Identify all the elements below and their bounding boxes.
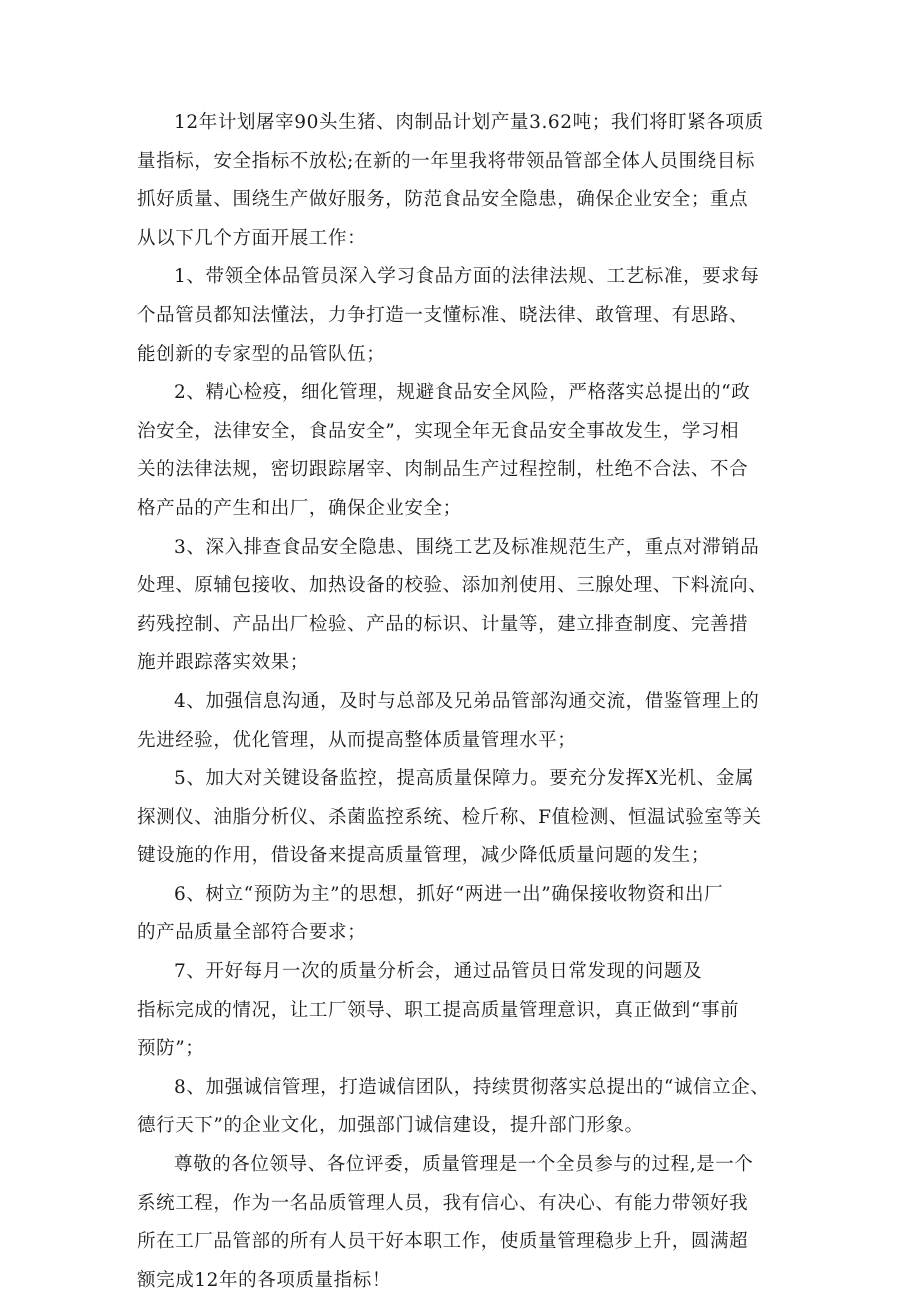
text-line: 系统工程，作为一名品质管理人员，我有信心、有决心、有能力带领好我 bbox=[137, 1192, 749, 1214]
text-line: 处理、原辅包接收、加热设备的校验、添加剂使用、三腺处理、下料流向、 bbox=[137, 575, 768, 597]
paragraph bbox=[137, 760, 791, 876]
paragraph bbox=[137, 374, 791, 528]
text-line: 抓好质量、围绕生产做好服务，防范食品安全隐患，确保企业安全；重点 bbox=[137, 189, 749, 211]
text-line: 尊敬的各位领导、各位评委，质量管理是一个全员参与的过程,是一个 bbox=[174, 1154, 754, 1176]
text-line: 个品管员都知法懂法，力争打造一支懂标准、晓法律、敢管理、有思路、 bbox=[137, 304, 749, 326]
text-line: 药残控制、产品出厂检验、产品的标识、计量等，建立排查制度、完善措 bbox=[137, 613, 749, 635]
text-line: 键设施的作用，借设备来提高质量管理，减少降低质量问题的发生； bbox=[137, 845, 711, 867]
text-line: 4、加强信息沟通，及时与总部及兄弟品管部沟通交流，借鉴管理上的 bbox=[174, 690, 760, 712]
text-line: 关的法律法规，密切跟踪屠宰、肉制品生产过程控制，杜绝不合法、不合 bbox=[137, 459, 749, 481]
text-line: 能创新的专家型的品管队伍； bbox=[137, 343, 386, 365]
text-line: 施并跟踪落实效果； bbox=[137, 652, 309, 674]
text-line: 7、开好每月一次的质量分析会，通过品管员日常发现的问题及 bbox=[174, 961, 703, 983]
text-line: 从以下几个方面开展工作： bbox=[137, 227, 367, 249]
paragraph bbox=[137, 104, 791, 258]
text-line: 量指标，安全指标不放松;在新的一年里我将带领品管部全体人员围绕目标 bbox=[137, 150, 756, 172]
text-line: 德行天下”的企业文化，加强部门诚信建设，提升部门形象。 bbox=[137, 1115, 644, 1137]
paragraph bbox=[137, 1069, 791, 1146]
text-line: 指标完成的情况，让工厂领导、职工提高质量管理意识，真正做到“事前 bbox=[137, 999, 740, 1021]
text-line: 额完成12年的各项质量指标！ bbox=[137, 1269, 391, 1291]
paragraph bbox=[137, 683, 791, 760]
paragraph bbox=[137, 529, 791, 683]
text-line: 先进经验，优化管理，从而提高整体质量管理水平； bbox=[137, 729, 577, 751]
text-line: 1、带领全体品管员深入学习食品方面的法律法规、工艺标准，要求每 bbox=[174, 266, 760, 288]
text-line: 预防”； bbox=[137, 1038, 205, 1060]
text-line: 格产品的产生和出厂，确保企业安全； bbox=[137, 497, 462, 519]
text-line: 探测仪、油脂分析仪、杀菌监控系统、检斤称、F值检测、恒温试验室等关 bbox=[137, 806, 762, 828]
text-line: 12年计划屠宰90头生猪、肉制品计划产量3.62吨；我们将盯紧各项质 bbox=[174, 112, 764, 133]
text-line: 的产品质量全部符合要求； bbox=[137, 922, 367, 944]
text-line: 6、树立“预防为主”的思想，抓好“两进一出”确保接收物资和出厂 bbox=[174, 883, 724, 905]
document-body bbox=[137, 104, 791, 1300]
text-line: 所在工厂品管部的所有人员干好本职工作，使质量管理稳步上升，圆满超 bbox=[137, 1231, 749, 1253]
text-line: 2、精心检疫，细化管理，规避食品安全风险，严格落实总提出的“政 bbox=[174, 382, 751, 404]
text-line: 8、加强诚信管理，打造诚信团队，持续贯彻落实总提出的“诚信立企、 bbox=[174, 1076, 770, 1098]
paragraph bbox=[137, 953, 791, 1069]
paragraph bbox=[137, 1146, 791, 1300]
paragraph bbox=[137, 876, 791, 953]
paragraph bbox=[137, 258, 791, 374]
text-line: 3、深入排查食品安全隐患、围绕工艺及标准规范生产，重点对滞销品 bbox=[174, 536, 760, 558]
text-line: 5、加大对关键设备监控，提高质量保障力。要充分发挥X光机、金属 bbox=[174, 768, 755, 790]
text-line: 治安全，法律安全，食品安全”，实现全年无食品安全事故发生，学习相 bbox=[137, 420, 740, 442]
